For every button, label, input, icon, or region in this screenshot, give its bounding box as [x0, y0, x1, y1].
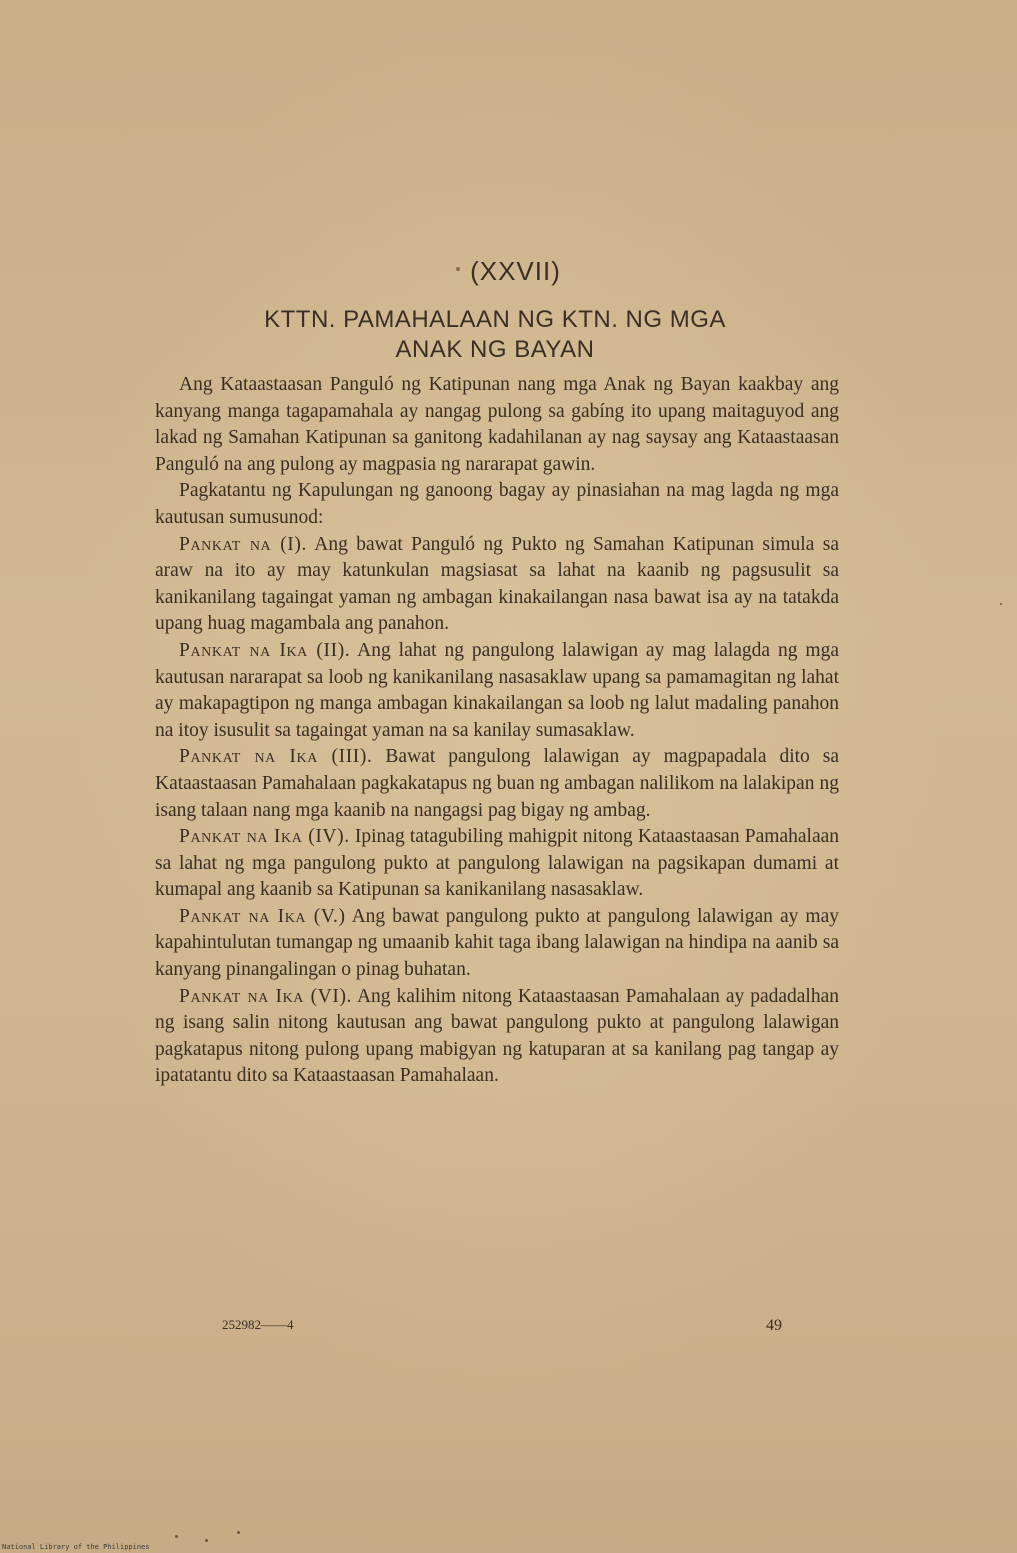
article-text: Ang lahat ng pangulong lalawigan ay mag lalagda ng mga kautusan nararapat sa loob ng kanikanilang nasasaklaw upang sa pamamagitan ng lahat ay makapagtipon ng manga ambagan kinakailangan sa loob ng lalut madaling panahon na itoy isusulit sa tagaingat yaman na sa kanilay sumasaklaw. — [155, 639, 839, 741]
page-title — [150, 305, 840, 365]
ink-dot — [456, 267, 460, 271]
article-text: Ipinag tatagubiling mahigpit nitong Kataastaasan Pamahalaan sa lahat ng mga pangulong pukto at pangulong lalawigan na pagsikapan dumami at kumapal ang kaanib sa Katipunan sa kanikanilang nasasaklaw. — [155, 826, 839, 901]
library-credit: National Library of the Philippines — [2, 1543, 150, 1551]
article-text: Ang bawat Panguló ng Pukto ng Samahan Katipunan simula sa araw na ito ay may katunkulan magsiasat sa lahat na kaanib ng pagsusulit sa kanikanilang tagaingat yaman ng ambagan kinakailangan nasa bawat isa ay na tatakda upang huag magambala ang panahon. — [155, 533, 839, 635]
page-number: 49 — [766, 1317, 782, 1334]
document-body — [155, 372, 839, 1090]
article-3 — [155, 744, 839, 824]
article-4 — [155, 824, 839, 904]
article-heading: Pankat na Ika (III). — [179, 746, 373, 768]
paper-speck — [175, 1535, 178, 1538]
title-line-1: KTTN. PAMAHALAAN NG KTN. NG MGA — [264, 306, 726, 333]
paragraph-pagkatantu: Pagkatantu ng Kapulungan ng ganoong bagay ay pinasiahan na mag lagda ng mga kautusan sumusunod: — [155, 480, 839, 528]
article-heading: Pankat na Ika (VI). — [179, 985, 353, 1007]
article-text: Ang kalihim nitong Kataastaasan Pamahalaan ay padadalhan ng isang salin nitong kautusan ang bawat pangulong pukto at pangulong lalawigan pagkatapus nitong pulong upang mabigyan ng katuparan at sa kanilang pag tangap ay ipatatantu dito sa Kataastaasan Pamahalaan. — [155, 985, 840, 1087]
paper-speck — [1000, 603, 1002, 605]
article-6 — [155, 984, 839, 1090]
article-heading: Pankat na Ika (II). — [179, 639, 351, 661]
article-heading: Pankat na Ika (V.) — [179, 905, 346, 927]
article-2 — [155, 638, 839, 744]
title-line-2: ANAK NG BAYAN — [395, 336, 595, 363]
article-1 — [155, 532, 839, 638]
paper-speck — [237, 1531, 240, 1534]
article-text: Bawat pangulong lalawigan ay magpapadala dito sa Kataastaasan Pamahalaan pagkakatapus ng buan ng ambagan nalilikom na lalakipan ng isang talaan nang mga kaanib na nangagsi pag bigay ng ambag. — [155, 746, 839, 821]
paper-speck — [205, 1539, 208, 1542]
paragraph-intro: Ang Kataastaasan Panguló ng Katipunan nang mga Anak ng Bayan kaakbay ang kanyang manga tagapamahala ay nangag pulong sa gabíng ito upang maitaguyod ang lakad ng Samahan Katipunan sa ganitong kadahilanan ay nag saysay ang Kataastaasan Panguló na ang pulong ay magpasia ng nararapat gawin. — [155, 374, 839, 475]
signature-code: 252982——4 — [222, 1317, 294, 1332]
article-heading: Pankat na Ika (IV). — [179, 826, 350, 848]
article-5 — [155, 904, 839, 984]
article-text: Ang bawat pangulong pukto at pangulong lalawigan ay may kapahintulutan tumangap ng umaanib kahit taga ibang lalawigan na hindipa na aanib sa kanyang pinangalingan o pinag buhatan. — [155, 905, 839, 981]
chapter-number-text: (XXVII) — [470, 256, 561, 286]
article-heading: Pankat na (I). — [179, 533, 307, 555]
chapter-number — [0, 256, 1017, 287]
